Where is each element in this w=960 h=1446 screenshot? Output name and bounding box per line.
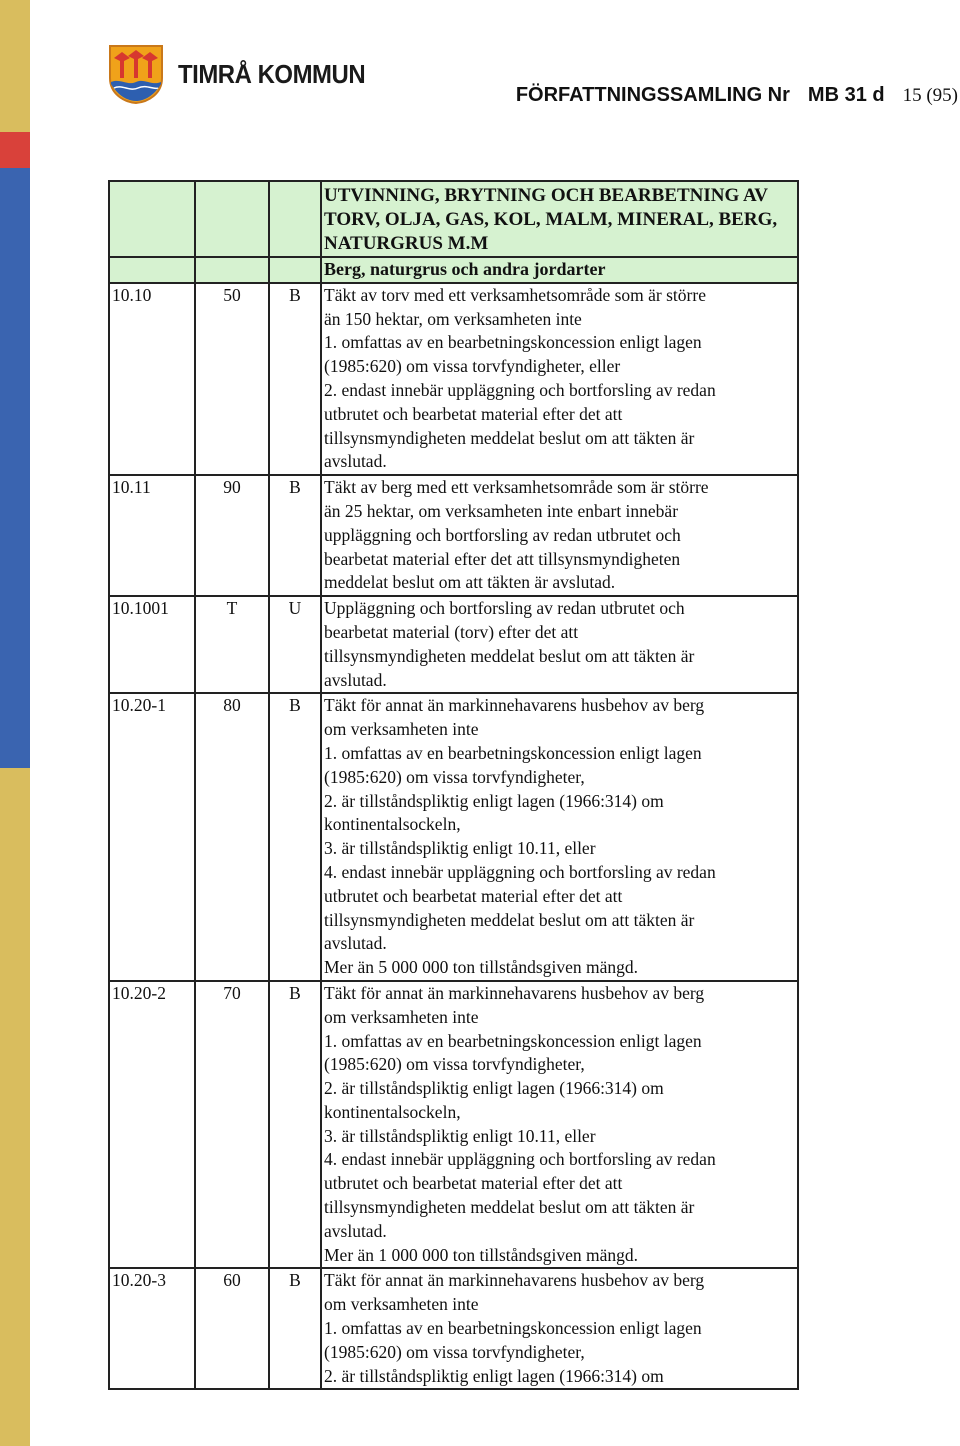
description-line: 3. är tillståndspliktig enligt 10.11, eller	[324, 838, 596, 859]
description-line: utbrutet och bearbetat material efter det att	[324, 1173, 623, 1194]
description-line: 2. endast innebär uppläggning och bortforsling av redan	[324, 379, 716, 400]
description-line: tillsynsmyndigheten meddelat beslut om att täkten är	[324, 645, 695, 666]
description-line: 4. endast innebär uppläggning och bortforsling av redan	[324, 861, 716, 882]
description-line: (1985:620) om vissa torvfyndigheter,	[324, 766, 585, 787]
logo-wordmark: TIMRÅ KOMMUN	[178, 58, 366, 89]
collection-title: FÖRFATTNINGSSAMLING Nr	[515, 84, 790, 106]
subheading-cell-class	[269, 257, 321, 283]
permit-class: U	[269, 596, 321, 693]
side-band-red	[0, 132, 30, 168]
description-line: 2. är tillståndspliktig enligt lagen (1966:314) om	[324, 1078, 664, 1099]
heading-cell-num	[195, 181, 269, 257]
fee-class: 60	[195, 1268, 269, 1389]
description-line: meddelat beslut om att täkten är avslutad.	[324, 572, 616, 593]
activity-description	[321, 596, 798, 693]
description-line: om verksamheten inte	[324, 719, 479, 740]
description-line: Mer än 5 000 000 ton tillståndsgiven mängd.	[324, 957, 638, 978]
description-line: avslutad.	[324, 451, 387, 472]
description-line: tillsynsmyndigheten meddelat beslut om att täkten är	[324, 909, 695, 930]
description-line: Uppläggning och bortforsling av redan utbrutet och	[324, 598, 685, 619]
fee-class: T	[195, 596, 269, 693]
description-line: avslutad.	[324, 1220, 387, 1241]
permit-class: B	[269, 693, 321, 981]
page-number: 15 (95)	[902, 85, 958, 106]
description-line: avslutad.	[324, 933, 387, 954]
activity-code: 10.20-3	[109, 1268, 195, 1389]
section-subheading: Berg, naturgrus och andra jordarter	[324, 259, 606, 279]
description-line: Täkt för annat än markinnehavarens husbehov av berg	[324, 695, 705, 716]
fee-class: 90	[195, 475, 269, 596]
activity-description	[321, 693, 798, 981]
description-line: uppläggning och bortforsling av redan utbrutet och	[324, 524, 681, 545]
description-line: om verksamheten inte	[324, 1294, 479, 1315]
activity-code: 10.10	[109, 283, 195, 475]
fee-class: 50	[195, 283, 269, 475]
description-line: om verksamheten inte	[324, 1006, 479, 1027]
description-line: 4. endast innebär uppläggning och bortforsling av redan	[324, 1149, 716, 1170]
fee-class: 80	[195, 693, 269, 981]
description-line: bearbetat material (torv) efter det att	[324, 621, 579, 642]
activity-description	[321, 981, 798, 1269]
description-line: tillsynsmyndigheten meddelat beslut om att täkten är	[324, 427, 695, 448]
description-line: tillsynsmyndigheten meddelat beslut om att täkten är	[324, 1197, 695, 1218]
description-line: 1. omfattas av en bearbetningskoncession enligt lagen	[324, 742, 702, 763]
activity-description	[321, 475, 798, 596]
activity-code: 10.20-1	[109, 693, 195, 981]
heading-cell-code	[109, 181, 195, 257]
subheading-cell-code	[109, 257, 195, 283]
description-line: 1. omfattas av en bearbetningskoncession enligt lagen	[324, 1030, 702, 1051]
table-row	[109, 596, 798, 693]
table-row	[109, 1268, 798, 1389]
permit-class: B	[269, 981, 321, 1269]
heading-cell-class	[269, 181, 321, 257]
description-line: 1. omfattas av en bearbetningskoncession enligt lagen	[324, 332, 702, 353]
subheading-cell-text	[321, 257, 798, 283]
activity-code: 10.11	[109, 475, 195, 596]
side-band-blue	[0, 168, 30, 768]
heading-cell-text	[321, 181, 798, 257]
activity-code: 10.1001	[109, 596, 195, 693]
section-heading: UTVINNING, BRYTNING OCH BEARBETNING AV TORV, OLJA, GAS, KOL, MALM, MINERAL, BERG, NATURGRUS M.M	[324, 185, 778, 254]
side-band-yellow-bottom	[0, 768, 30, 1446]
subheading-cell-num	[195, 257, 269, 283]
fee-class: 70	[195, 981, 269, 1269]
description-line: (1985:620) om vissa torvfyndigheter,	[324, 1054, 585, 1075]
section-heading-row	[109, 181, 798, 257]
description-line: 2. är tillståndspliktig enligt lagen (1966:314) om	[324, 1365, 664, 1386]
description-line: än 150 hektar, om verksamheten inte	[324, 308, 582, 329]
description-line: Täkt av torv med ett verksamhetsområde som är större	[324, 284, 706, 305]
description-line: kontinentalsockeln,	[324, 814, 461, 835]
description-line: utbrutet och bearbetat material efter det att	[324, 885, 623, 906]
description-line: (1985:620) om vissa torvfyndigheter,	[324, 1341, 585, 1362]
table-row	[109, 475, 798, 596]
description-line: än 25 hektar, om verksamheten inte enbart innebär	[324, 500, 679, 521]
description-line: kontinentalsockeln,	[324, 1101, 461, 1122]
description-line: Täkt av berg med ett verksamhetsområde som är större	[324, 477, 709, 498]
section-subheading-row	[109, 257, 798, 283]
table-row	[109, 283, 798, 475]
permit-class: B	[269, 283, 321, 475]
description-line: 1. omfattas av en bearbetningskoncession enligt lagen	[324, 1318, 702, 1339]
document-header	[0, 84, 960, 107]
description-line: Täkt för annat än markinnehavarens husbehov av berg	[324, 982, 705, 1003]
regulation-table	[108, 180, 799, 1390]
description-line: 3. är tillståndspliktig enligt 10.11, eller	[324, 1125, 596, 1146]
description-line: avslutad.	[324, 669, 387, 690]
description-line: bearbetat material efter det att tillsynsmyndigheten	[324, 548, 681, 569]
permit-class: B	[269, 475, 321, 596]
permit-class: B	[269, 1268, 321, 1389]
document-code: MB 31 d	[807, 84, 885, 106]
activity-code: 10.20-2	[109, 981, 195, 1269]
description-line: Mer än 1 000 000 ton tillståndsgiven mängd.	[324, 1244, 638, 1265]
description-line: Täkt för annat än markinnehavarens husbehov av berg	[324, 1270, 705, 1291]
table-row	[109, 981, 798, 1269]
description-line: (1985:620) om vissa torvfyndigheter, eller	[324, 356, 621, 377]
description-line: utbrutet och bearbetat material efter det att	[324, 403, 623, 424]
table-row	[109, 693, 798, 981]
description-line: 2. är tillståndspliktig enligt lagen (1966:314) om	[324, 790, 664, 811]
activity-description	[321, 283, 798, 475]
side-band-yellow-top	[0, 0, 30, 132]
activity-description	[321, 1268, 798, 1389]
